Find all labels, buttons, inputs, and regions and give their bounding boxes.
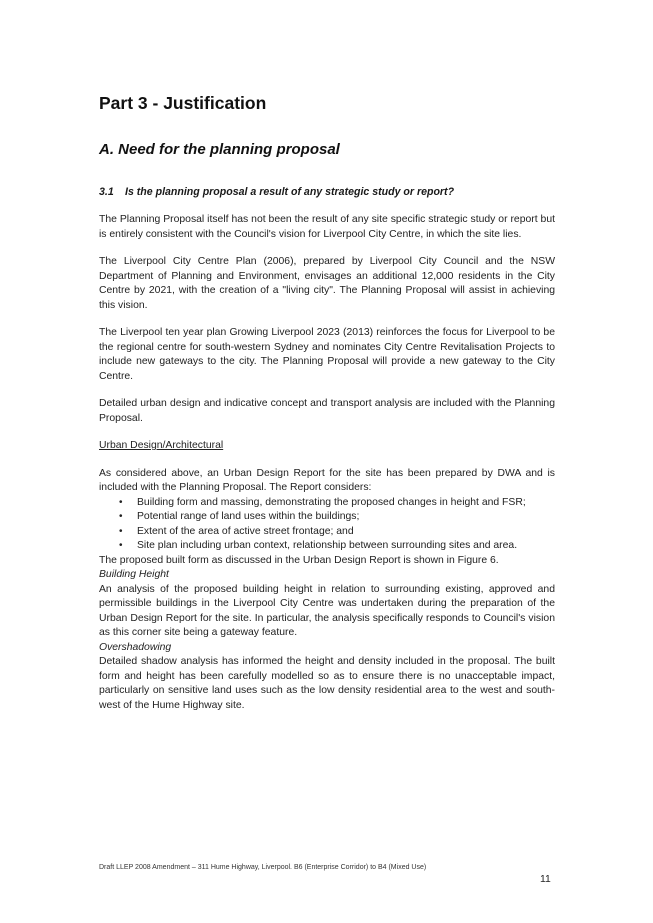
bullet-icon: • <box>119 525 123 537</box>
question-text: Is the planning proposal a result of any strategic study or report? <box>125 186 455 198</box>
bullet-icon: • <box>119 511 123 522</box>
building-height-heading: Building Height <box>99 569 169 580</box>
question-number: 3.1 <box>99 186 114 198</box>
paragraph-1: The Planning Proposal itself has not been the result of any site specific strategic study or report but is entirely consistent with the Council's vision for Liverpool City Centre, in which the site lies. <box>99 214 555 240</box>
section-title: A. Need for the planning proposal <box>99 141 340 158</box>
bullet-icon: • <box>119 540 123 551</box>
urban-design-outro: The proposed built form as discussed in the Urban Design Report is shown in Figure 6. <box>99 554 499 566</box>
overshadowing-text: Detailed shadow analysis has informed the height and density included in the proposal. The built form and height has been carefully modelled so as to ensure there is no unacceptable impact, particularly on sensitive land uses such as the low density residential area to the west and south-west of the Hume Highway site. <box>99 656 555 711</box>
list-item: • Building form and massing, demonstrating the proposed changes in height and FSR; <box>99 496 555 511</box>
urban-design-intro: As considered above, an Urban Design Report for the site has been prepared by DWA and is included with the Planning Proposal. The Report considers: <box>99 467 555 493</box>
paragraph-2: The Liverpool City Centre Plan (2006), prepared by Liverpool City Council and the NSW Department of Planning and Environment, envisages an additional 12,000 residents in the City Centre by 2021, with the creation of a "living city". The Planning Proposal will assist in achieving this vision. <box>99 256 555 311</box>
list-item: • Extent of the area of active street frontage; and <box>99 525 555 540</box>
question-heading <box>99 185 555 199</box>
part-heading: Part 3 - Justification <box>99 93 267 113</box>
list-item: • Potential range of land uses within the buildings; <box>99 510 555 525</box>
bullet-icon: • <box>119 496 123 508</box>
paragraph-3: The Liverpool ten year plan Growing Liverpool 2023 (2013) reinforces the focus for Liverpool to be the regional centre for south-western Sydney and nominates City Centre Revitalisation Projects to include new gateways to the city. The Planning Proposal will provide a new gateway to the City Centre. <box>99 327 555 382</box>
urban-design-heading: Urban Design/Architectural <box>99 440 224 451</box>
building-height-text: An analysis of the proposed building height in relation to surrounding existing, approved and permissible buildings in the Liverpool City Centre was undertaken during the preparation of the Urban Design Report for the site. In particular, the analysis specifically responds to Council's vision as this corner site being a gateway feature. <box>99 583 555 638</box>
list-item: • Site plan including urban context, relationship between surrounding sites and area. <box>99 539 555 554</box>
page-footer: Draft LLEP 2008 Amendment – 311 Hume Highway, Liverpool. B6 (Enterprise Corridor) to B4 (Mixed Use) <box>99 864 427 871</box>
urban-design-heading-line <box>99 439 555 454</box>
paragraph-4: Detailed urban design and indicative concept and transport analysis are included with the Planning Proposal. <box>99 398 555 424</box>
overshadowing-heading: Overshadowing <box>99 641 172 653</box>
page-number: 11 <box>540 874 551 885</box>
urban-design-bullet-list <box>99 496 555 554</box>
page-content <box>99 92 555 713</box>
